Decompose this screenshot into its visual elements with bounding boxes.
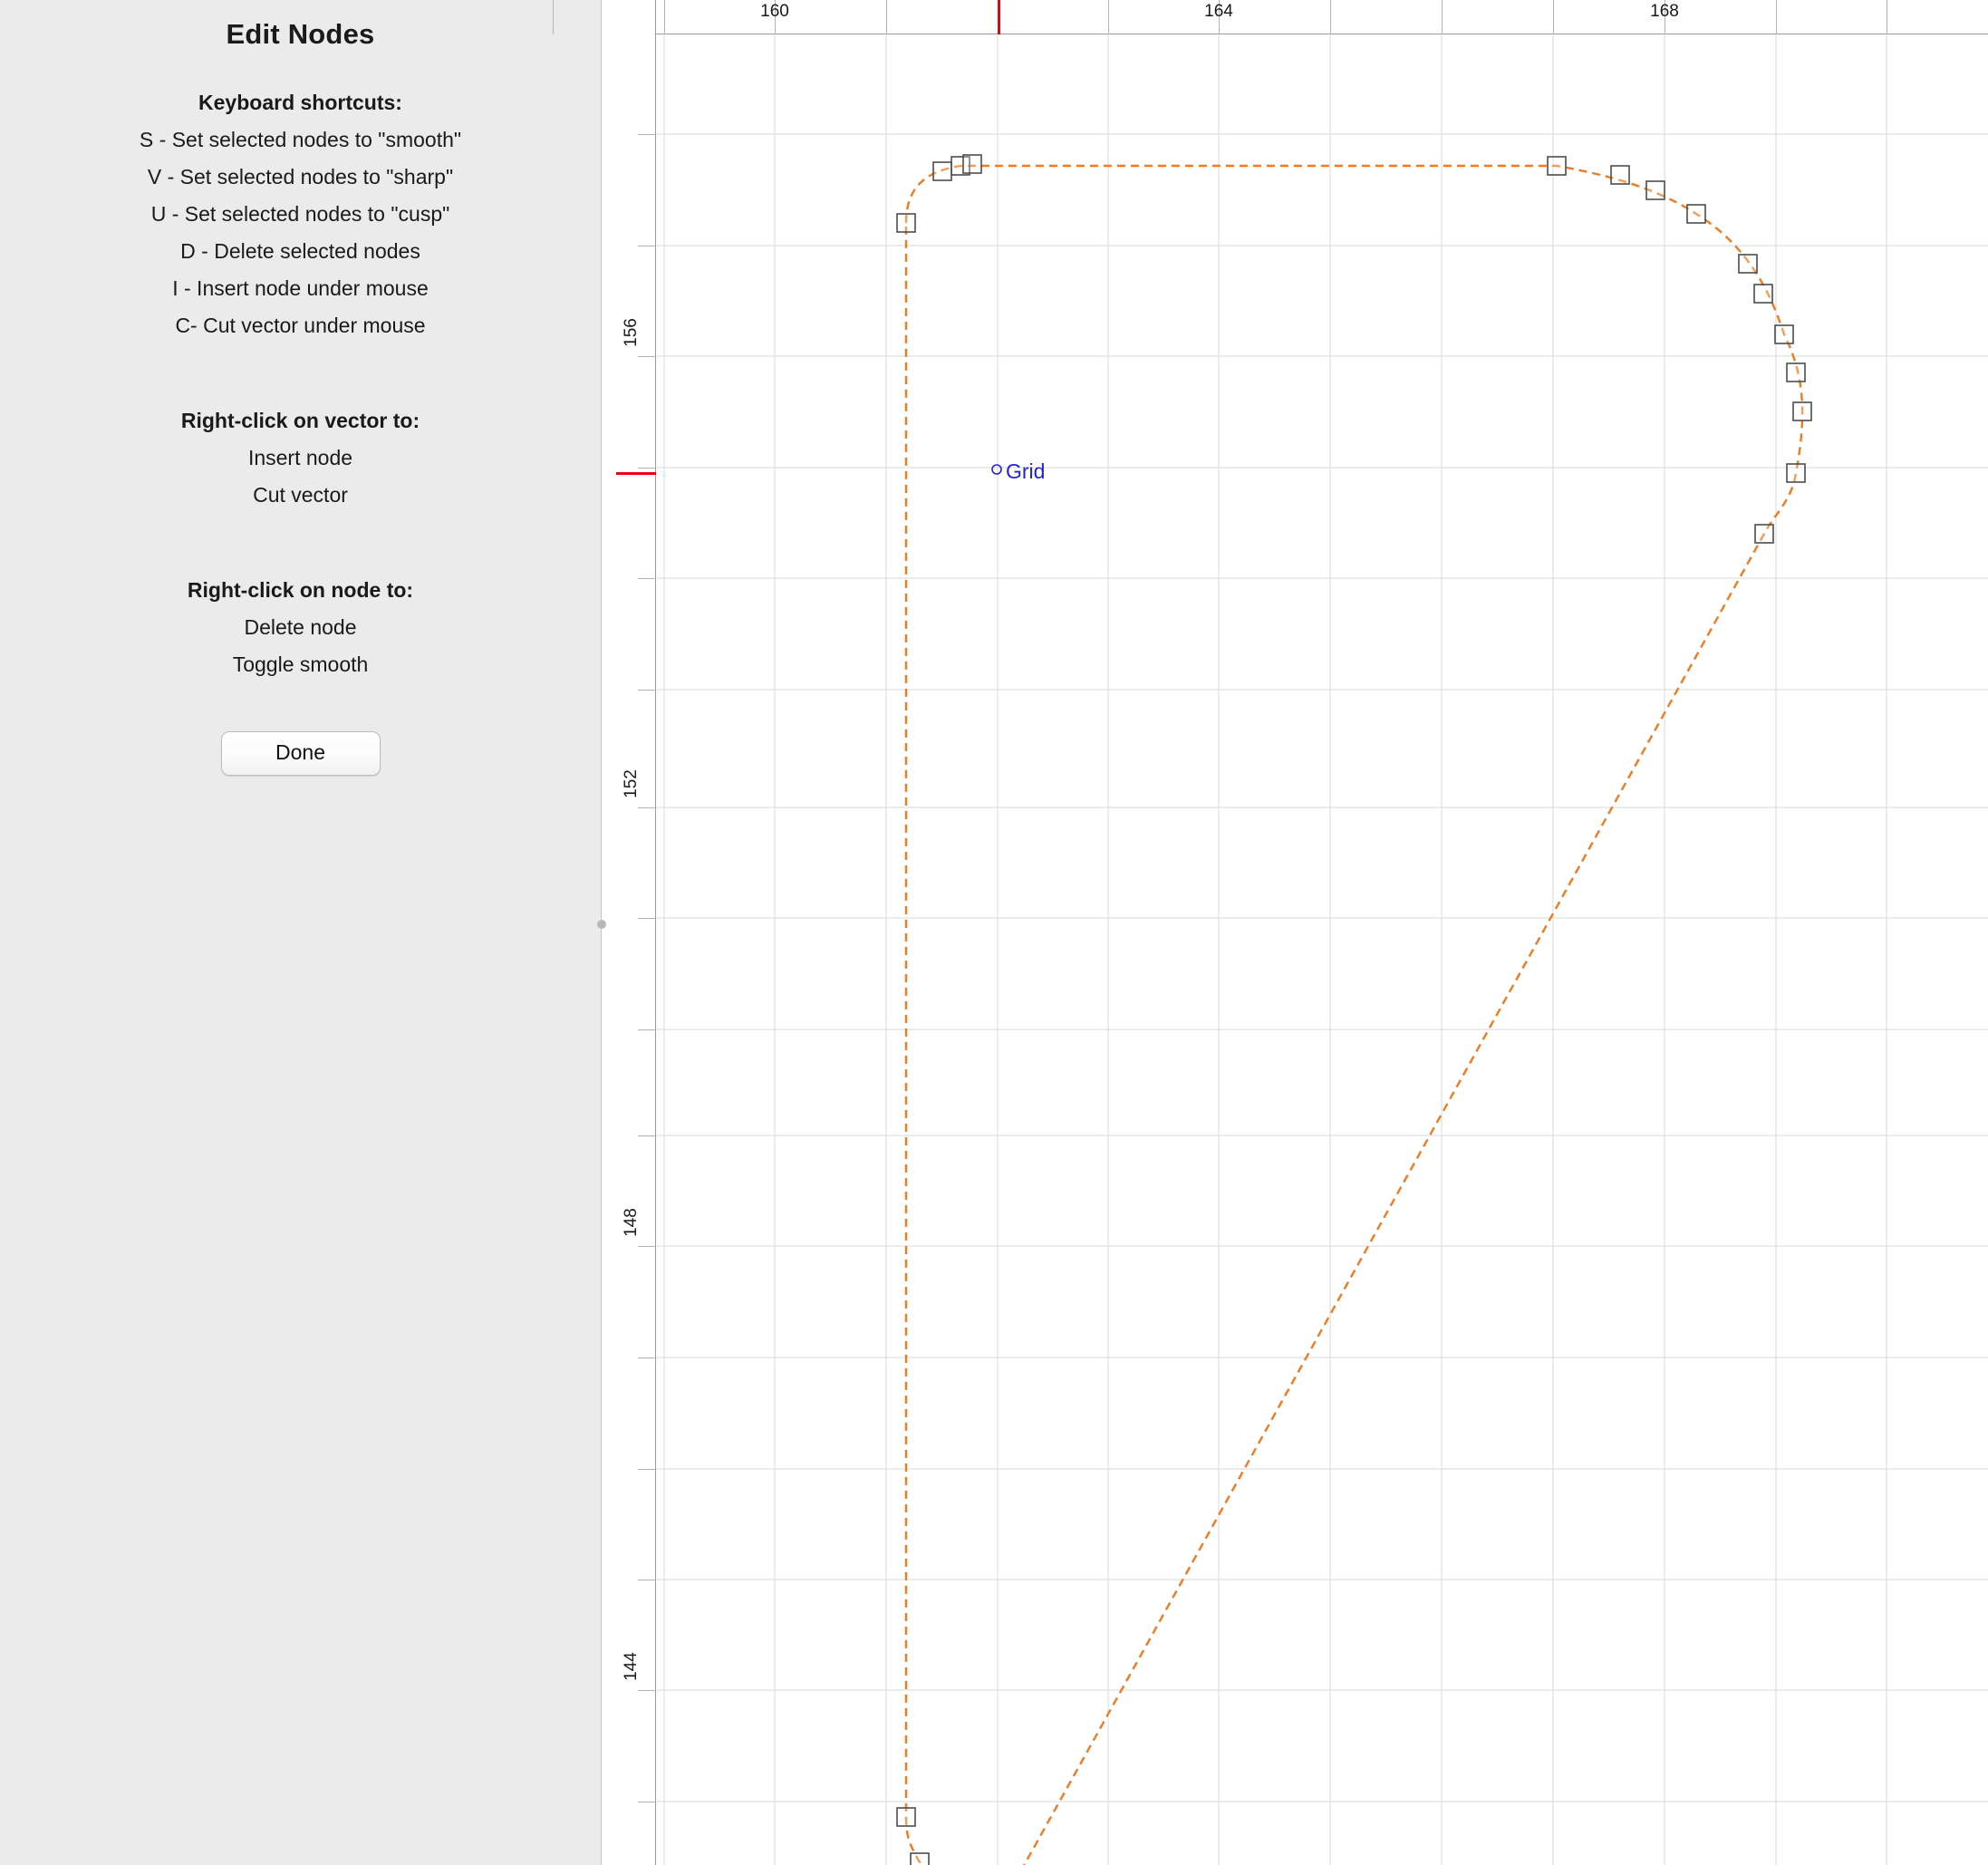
page-title: Edit Nodes bbox=[226, 18, 375, 50]
shortcut-sharp: V - Set selected nodes to "sharp" bbox=[147, 165, 454, 188]
ruler-tick-h-5 bbox=[1108, 0, 1109, 34]
divider-spacer-1 bbox=[0, 338, 601, 369]
ruler-cursor-v bbox=[616, 472, 656, 475]
done-button-container bbox=[0, 731, 601, 776]
vector-action-cut-vector: Cut vector bbox=[253, 483, 348, 507]
ruler-label-v-152: 152 bbox=[622, 769, 641, 798]
ruler-tick-v-14 bbox=[638, 1690, 656, 1691]
vector-node-handle[interactable] bbox=[933, 162, 951, 180]
vector-node-handle[interactable] bbox=[897, 214, 915, 232]
ruler-tick-h-7 bbox=[1330, 0, 1331, 34]
shortcut-delete: D - Delete selected nodes bbox=[180, 239, 420, 263]
ruler-tick-h-9 bbox=[1553, 0, 1554, 34]
vector-node-handle[interactable] bbox=[1611, 166, 1629, 184]
vector-node-handle[interactable] bbox=[1754, 285, 1772, 303]
ruler-tick-v-12 bbox=[638, 1469, 656, 1470]
vector-node-handle[interactable] bbox=[1787, 363, 1805, 382]
ruler-tick-v-5 bbox=[638, 690, 656, 691]
ruler-tick-h-8 bbox=[1442, 0, 1443, 34]
shortcut-insert: I - Insert node under mouse bbox=[172, 276, 429, 300]
ruler-label-h-168: 168 bbox=[1650, 2, 1679, 21]
vector-node-handle[interactable] bbox=[1739, 255, 1757, 273]
ruler-tick-h-0 bbox=[553, 0, 554, 34]
ruler-tick-v-4 bbox=[638, 578, 656, 579]
right-click-node-heading: Right-click on node to: bbox=[187, 578, 414, 602]
right-click-vector-heading: Right-click on vector to: bbox=[180, 409, 420, 432]
vector-node-handle[interactable] bbox=[1775, 325, 1793, 343]
grid-point-marker[interactable] bbox=[992, 459, 1045, 483]
keyboard-shortcuts-heading: Keyboard shortcuts: bbox=[198, 91, 402, 114]
node-action-delete-node: Delete node bbox=[244, 615, 357, 639]
vector-node-handle[interactable] bbox=[1646, 181, 1665, 199]
node-handles[interactable] bbox=[897, 155, 1811, 1865]
vertical-ruler[interactable] bbox=[616, 0, 656, 1865]
grid-lines bbox=[656, 34, 1988, 1865]
ruler-tick-v-7 bbox=[638, 918, 656, 919]
ruler-tick-v-2 bbox=[638, 356, 656, 357]
vector-node-handle[interactable] bbox=[1793, 402, 1811, 420]
ruler-tick-v-0 bbox=[638, 134, 656, 135]
ruler-tick-h-1 bbox=[664, 0, 665, 34]
vector-path[interactable] bbox=[906, 166, 1802, 1865]
vector-outline[interactable] bbox=[906, 166, 1802, 1865]
grid-point-icon[interactable] bbox=[992, 465, 1001, 474]
ruler-label-h-160: 160 bbox=[760, 2, 789, 21]
shortcut-cut: C- Cut vector under mouse bbox=[175, 314, 426, 337]
vector-node-handle[interactable] bbox=[1687, 205, 1705, 223]
divider-spacer-2 bbox=[0, 507, 601, 538]
ruler-label-h-164: 164 bbox=[1204, 2, 1233, 21]
node-action-toggle-smooth: Toggle smooth bbox=[232, 652, 369, 676]
ruler-label-v-144: 144 bbox=[622, 1652, 641, 1681]
ruler-tick-v-10 bbox=[638, 1246, 656, 1247]
horizontal-ruler[interactable] bbox=[656, 0, 1988, 34]
panel-resize-handle[interactable] bbox=[597, 920, 606, 929]
ruler-tick-v-3 bbox=[638, 468, 656, 469]
vector-node-handle[interactable] bbox=[897, 1808, 915, 1826]
vector-node-handle[interactable] bbox=[1755, 525, 1773, 543]
vector-canvas-svg[interactable] bbox=[656, 34, 1988, 1865]
vector-node-handle[interactable] bbox=[963, 155, 981, 173]
vector-node-handle[interactable] bbox=[1548, 157, 1566, 175]
ruler-cursor-h bbox=[998, 0, 1000, 34]
done-button[interactable]: Done bbox=[221, 731, 381, 776]
ruler-label-v-156: 156 bbox=[622, 318, 641, 347]
ruler-tick-h-11 bbox=[1776, 0, 1777, 34]
vector-action-insert-node: Insert node bbox=[247, 446, 353, 469]
shortcut-smooth: S - Set selected nodes to "smooth" bbox=[139, 128, 462, 151]
ruler-tick-h-3 bbox=[886, 0, 887, 34]
shortcut-cusp: U - Set selected nodes to "cusp" bbox=[150, 202, 450, 226]
ruler-tick-v-8 bbox=[638, 1029, 656, 1030]
grid-point-label: Grid bbox=[1006, 459, 1046, 483]
vector-node-handle[interactable] bbox=[1787, 464, 1805, 482]
vector-canvas[interactable] bbox=[656, 34, 1988, 1865]
vector-node-handle[interactable] bbox=[911, 1853, 929, 1865]
ruler-tick-v-9 bbox=[638, 1135, 656, 1136]
edit-nodes-panel bbox=[0, 0, 602, 1865]
ruler-label-v-148: 148 bbox=[622, 1208, 641, 1237]
ruler-tick-v-6 bbox=[638, 807, 656, 808]
